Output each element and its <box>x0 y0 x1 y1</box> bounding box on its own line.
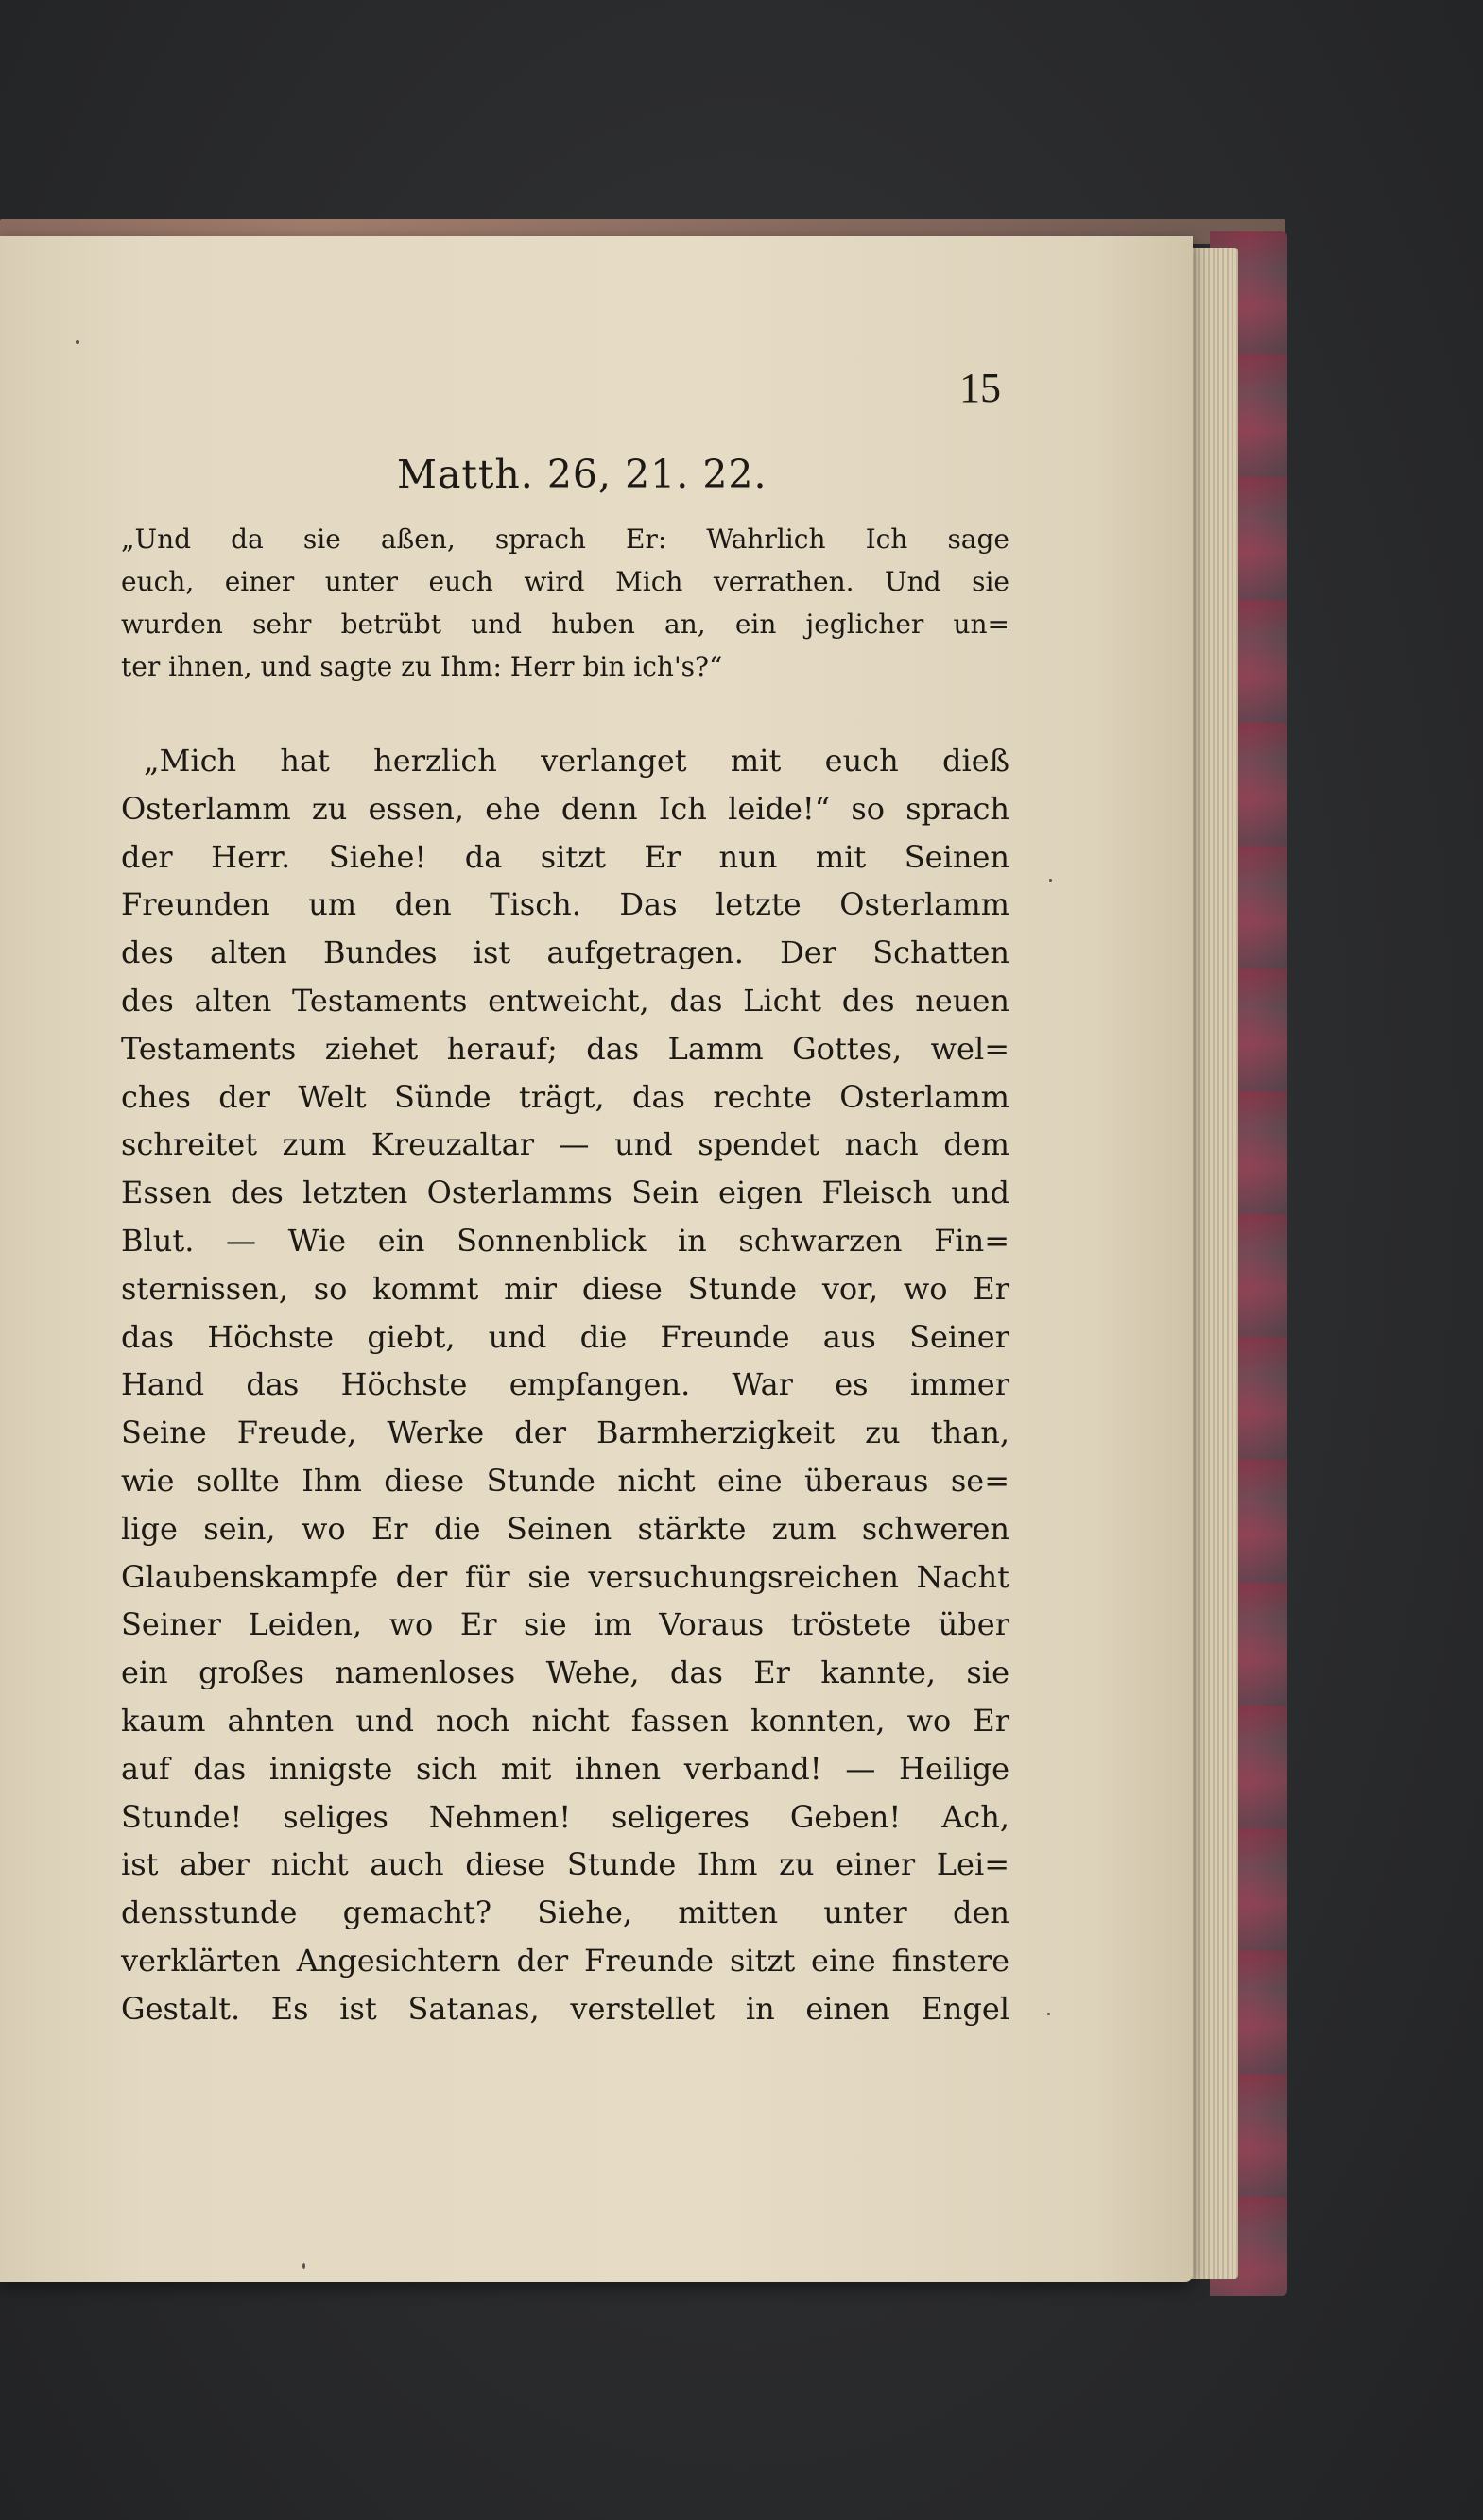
body-line: des alten Testaments entweicht, das Licht des neuen <box>121 982 1009 1019</box>
book-page <box>0 236 1193 2282</box>
quote-line: ter ihnen, und sagte zu Ihm: Herr bin ich's?“ <box>121 651 723 682</box>
body-line: kaum ahnten und noch nicht fassen konnten, wo Er <box>121 1702 1009 1739</box>
body-line: Hand das Höchste empfangen. War es immer <box>121 1366 1009 1403</box>
quote-line: wurden sehr betrübt und huben an, ein jeglicher un= <box>121 609 1009 640</box>
body-line: Seine Freude, Werke der Barmherzigkeit zu than, <box>121 1414 1009 1451</box>
quote-line: euch, einer unter euch wird Mich verrathen. Und sie <box>121 566 1009 597</box>
body-line: densstunde gemacht? Siehe, mitten unter den <box>121 1894 1009 1931</box>
body-line: lige sein, wo Er die Seinen stärkte zum schweren <box>121 1510 1009 1547</box>
body-line: ein großes namenloses Wehe, das Er kannte, sie <box>121 1654 1009 1691</box>
body-line: schreitet zum Kreuzaltar — und spendet nach dem <box>121 1126 1009 1163</box>
body-line: Glaubenskampfe der für sie versuchungsreichen Nacht <box>121 1558 1009 1595</box>
body-line: Stunde! seliges Nehmen! seligeres Geben! Ach, <box>121 1798 1009 1835</box>
body-line: Seiner Leiden, wo Er sie im Voraus tröstete über <box>121 1606 1009 1643</box>
paper-speck <box>1049 879 1052 882</box>
body-line: Freunden um den Tisch. Das letzte Osterlamm <box>121 886 1009 923</box>
body-line: Blut. — Wie ein Sonnenblick in schwarzen Fin= <box>121 1222 1009 1259</box>
body-line: das Höchste giebt, und die Freunde aus Seiner <box>121 1318 1009 1355</box>
body-line: Testaments ziehet herauf; das Lamm Gottes, wel= <box>121 1030 1009 1067</box>
body-line: Gestalt. Es ist Satanas, verstellet in einen Engel <box>121 1990 1009 2027</box>
body-line: ist aber nicht auch diese Stunde Ihm zu einer Lei= <box>121 1846 1009 1883</box>
body-text <box>121 737 1009 2033</box>
body-line: des alten Bundes ist aufgetragen. Der Schatten <box>121 934 1009 971</box>
body-line: ches der Welt Sünde trägt, das rechte Osterlamm <box>121 1078 1009 1115</box>
scripture-heading: Matth. 26, 21. 22. <box>397 452 767 497</box>
paper-speck <box>76 340 79 344</box>
page-number: 15 <box>959 365 1001 411</box>
paper-speck <box>1047 2013 1050 2015</box>
body-line: sternissen, so kommt mir diese Stunde vor, wo Er <box>121 1270 1009 1307</box>
scripture-quote <box>121 518 1009 688</box>
body-line: wie sollte Ihm diese Stunde nicht eine überaus se= <box>121 1462 1009 1499</box>
body-line: auf das innigste sich mit ihnen verband! — Heilige <box>121 1750 1009 1787</box>
paper-speck <box>302 2263 305 2269</box>
body-line: Essen des letzten Osterlamms Sein eigen Fleisch und <box>121 1174 1009 1211</box>
body-line: Osterlamm zu essen, ehe denn Ich leide!“ so sprach <box>121 790 1009 827</box>
body-line: verklärten Angesichtern der Freunde sitzt eine finstere <box>121 1942 1009 1979</box>
body-line: der Herr. Siehe! da sitzt Er nun mit Seinen <box>121 838 1009 875</box>
body-line: „Mich hat herzlich verlanget mit euch dieß <box>144 743 1009 779</box>
quote-line: „Und da sie aßen, sprach Er: Wahrlich Ich sage <box>121 523 1009 555</box>
